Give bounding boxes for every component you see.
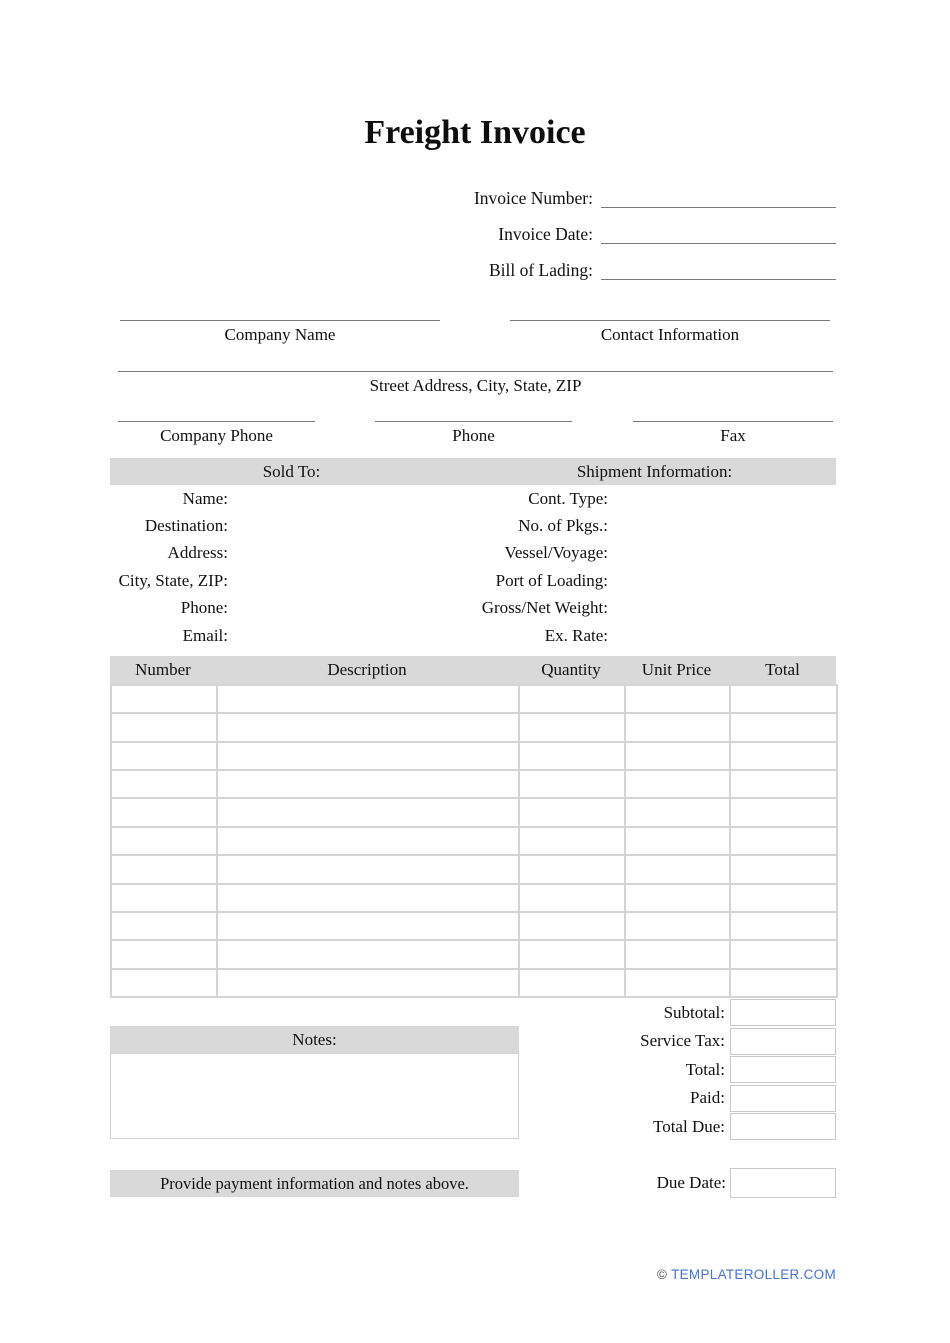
item-cell-description[interactable] (217, 855, 519, 883)
item-cell-unit-price[interactable] (625, 713, 730, 741)
shipment-cont-type-label: Cont. Type: (528, 488, 608, 508)
item-cell-description[interactable] (217, 969, 519, 997)
company-name-caption: Company Name (224, 325, 336, 344)
item-cell-total[interactable] (730, 912, 837, 940)
item-cell-quantity[interactable] (519, 969, 625, 997)
shipment-no-of-pkgs-label: No. of Pkgs.: (518, 516, 608, 536)
item-cell-total[interactable] (730, 855, 837, 883)
item-cell-unit-price[interactable] (625, 855, 730, 883)
item-cell-total[interactable] (730, 940, 837, 968)
item-cell-unit-price[interactable] (625, 912, 730, 940)
shipment-gross-net-weight-field[interactable] (608, 595, 836, 622)
page-title: Freight Invoice (364, 114, 586, 151)
item-row (111, 713, 837, 741)
shipment-ex-rate-label: Ex. Rate: (544, 625, 608, 645)
sold-to-destination-field[interactable] (228, 512, 473, 539)
due-date-label: Due Date: (656, 1173, 726, 1192)
item-cell-quantity[interactable] (519, 770, 625, 798)
item-cell-number[interactable] (111, 940, 217, 968)
column-header-unit-price: Unit Price (641, 660, 712, 679)
shipment-info-column (473, 485, 836, 649)
service-tax-label: Service Tax: (640, 1031, 725, 1050)
item-cell-total[interactable] (730, 770, 837, 798)
sold-to-name-field[interactable] (228, 485, 473, 512)
fax-field[interactable] (633, 421, 833, 422)
items-table-body (111, 685, 837, 997)
item-cell-unit-price[interactable] (625, 770, 730, 798)
shipment-vessel-voyage-row (473, 540, 836, 567)
street-address-field-group (118, 371, 833, 396)
invoice-meta-block (474, 181, 836, 289)
notes-header: Notes: (292, 1029, 337, 1049)
company-header-block (110, 312, 836, 458)
company-phone-field-group (118, 421, 315, 446)
item-cell-number[interactable] (111, 827, 217, 855)
sold-to-name-label: Name: (182, 488, 228, 508)
shipment-information-header: Shipment Information: (576, 461, 733, 481)
item-cell-number[interactable] (111, 798, 217, 826)
item-row (111, 827, 837, 855)
column-header-total: Total (765, 660, 800, 679)
copyright-symbol: © (656, 1267, 668, 1282)
subtotal-label: Subtotal: (663, 1002, 725, 1022)
item-cell-unit-price[interactable] (625, 940, 730, 968)
bill-of-lading-label: Bill of Lading: (488, 260, 593, 280)
total-label: Total: (685, 1059, 725, 1079)
column-header-description: Description (327, 660, 407, 679)
company-phone-caption: Company Phone (160, 426, 273, 445)
sold-to-header: Sold To: (262, 461, 321, 481)
item-cell-quantity[interactable] (519, 742, 625, 770)
item-cell-quantity[interactable] (519, 855, 625, 883)
shipment-cont-type-field[interactable] (608, 485, 836, 512)
invoice-number-row (474, 181, 836, 217)
item-cell-description[interactable] (217, 770, 519, 798)
fax-field-group (633, 421, 833, 446)
contact-information-field[interactable] (510, 320, 830, 321)
item-cell-description[interactable] (217, 742, 519, 770)
shipment-port-of-loading-row (473, 567, 836, 594)
sold-to-city-state-zip-label: City, State, ZIP: (118, 570, 228, 590)
phone-field-group (375, 421, 572, 446)
invoice-date-field[interactable] (601, 224, 836, 244)
item-cell-quantity[interactable] (519, 912, 625, 940)
invoice-number-label: Invoice Number: (473, 188, 593, 208)
bill-of-lading-row (474, 253, 836, 289)
item-cell-quantity[interactable] (519, 713, 625, 741)
sold-to-name-row (110, 485, 473, 512)
item-cell-description[interactable] (217, 798, 519, 826)
item-cell-unit-price[interactable] (625, 685, 730, 713)
item-cell-description[interactable] (217, 912, 519, 940)
notes-header-bar (110, 1026, 519, 1053)
shipment-port-of-loading-label: Port of Loading: (495, 570, 608, 590)
column-header-quantity: Quantity (541, 660, 601, 679)
shipment-gross-net-weight-label: Gross/Net Weight: (481, 598, 608, 618)
items-table-header (110, 656, 836, 684)
total-due-field[interactable] (730, 1113, 836, 1140)
item-cell-quantity[interactable] (519, 884, 625, 912)
column-header-number: Number (135, 660, 191, 679)
sold-to-email-row (110, 622, 473, 649)
bill-of-lading-field[interactable] (601, 260, 836, 280)
notes-field[interactable] (110, 1053, 519, 1139)
shipment-vessel-voyage-field[interactable] (608, 540, 836, 567)
paid-field[interactable] (730, 1085, 836, 1112)
item-row (111, 912, 837, 940)
sold-to-address-row (110, 540, 473, 567)
total-due-label: Total Due: (653, 1116, 725, 1136)
sold-to-column (110, 485, 473, 649)
footer (110, 1267, 836, 1282)
item-row (111, 969, 837, 997)
item-cell-number[interactable] (111, 912, 217, 940)
shipment-port-of-loading-field[interactable] (608, 567, 836, 594)
notes-section (110, 1026, 519, 1139)
item-cell-description[interactable] (217, 685, 519, 713)
item-row (111, 855, 837, 883)
item-row (111, 770, 837, 798)
item-cell-unit-price[interactable] (625, 742, 730, 770)
item-cell-unit-price[interactable] (625, 798, 730, 826)
item-row (111, 685, 837, 713)
items-table (110, 684, 838, 998)
subtotal-row (110, 999, 836, 1026)
company-phone-field[interactable] (118, 421, 315, 422)
contact-information-field-group (510, 320, 830, 345)
shipment-no-of-pkgs-row (473, 512, 836, 539)
company-name-field[interactable] (120, 320, 440, 321)
shipment-cont-type-row (473, 485, 836, 512)
item-cell-description[interactable] (217, 940, 519, 968)
service-tax-field[interactable] (730, 1028, 836, 1055)
shipment-ex-rate-field[interactable] (608, 622, 836, 649)
shipment-vessel-voyage-label: Vessel/Voyage: (504, 543, 608, 563)
item-cell-number[interactable] (111, 770, 217, 798)
item-cell-quantity[interactable] (519, 685, 625, 713)
subtotal-field[interactable] (730, 999, 836, 1026)
sold-to-address-label: Address: (167, 543, 228, 563)
sold-to-email-label: Email: (182, 625, 228, 645)
invoice-date-label: Invoice Date: (498, 224, 593, 244)
item-cell-total[interactable] (730, 798, 837, 826)
sold-to-shipment-section (110, 458, 836, 649)
fax-caption: Fax (720, 426, 746, 445)
item-row (111, 742, 837, 770)
sold-to-phone-label: Phone: (180, 598, 228, 618)
item-cell-unit-price[interactable] (625, 969, 730, 997)
item-cell-total[interactable] (730, 884, 837, 912)
sold-to-address-field[interactable] (228, 540, 473, 567)
phone-caption: Phone (452, 426, 495, 445)
phone-field[interactable] (375, 421, 572, 422)
item-cell-description[interactable] (217, 713, 519, 741)
item-cell-number[interactable] (111, 884, 217, 912)
item-row (111, 798, 837, 826)
total-field[interactable] (730, 1056, 836, 1083)
sold-to-city-state-zip-field[interactable] (228, 567, 473, 594)
item-cell-quantity[interactable] (519, 798, 625, 826)
item-cell-description[interactable] (217, 827, 519, 855)
street-address-field[interactable] (118, 371, 833, 372)
item-cell-unit-price[interactable] (625, 827, 730, 855)
item-cell-total[interactable] (730, 827, 837, 855)
templateroller-link[interactable]: TEMPLATEROLLER.COM (671, 1267, 836, 1282)
item-cell-unit-price[interactable] (625, 884, 730, 912)
sold-to-shipment-rows (110, 485, 836, 649)
contact-information-caption: Contact Information (600, 325, 740, 344)
item-cell-total[interactable] (730, 685, 837, 713)
item-cell-number[interactable] (111, 969, 217, 997)
item-row (111, 884, 837, 912)
item-cell-description[interactable] (217, 884, 519, 912)
due-date-row (110, 1168, 836, 1198)
item-row (111, 940, 837, 968)
company-name-field-group (120, 320, 440, 345)
street-address-caption: Street Address, City, State, ZIP (369, 376, 582, 395)
item-cell-quantity[interactable] (519, 827, 625, 855)
payment-note-text: Provide payment information and notes above. (160, 1173, 469, 1193)
due-date-field[interactable] (730, 1168, 836, 1198)
sold-to-phone-row (110, 595, 473, 622)
sold-to-city-state-zip-row (110, 567, 473, 594)
shipment-no-of-pkgs-field[interactable] (608, 512, 836, 539)
invoice-date-row (474, 217, 836, 253)
sold-to-destination-label: Destination: (144, 516, 228, 536)
item-cell-total[interactable] (730, 742, 837, 770)
item-cell-number[interactable] (111, 855, 217, 883)
sold-to-shipment-header-bar (110, 458, 836, 485)
item-cell-number[interactable] (111, 742, 217, 770)
paid-label: Paid: (690, 1088, 725, 1107)
invoice-number-field[interactable] (601, 188, 836, 208)
item-cell-quantity[interactable] (519, 940, 625, 968)
sold-to-phone-field[interactable] (228, 595, 473, 622)
sold-to-email-field[interactable] (228, 622, 473, 649)
item-cell-number[interactable] (111, 713, 217, 741)
item-cell-number[interactable] (111, 685, 217, 713)
shipment-gross-net-weight-row (473, 595, 836, 622)
item-cell-total[interactable] (730, 969, 837, 997)
sold-to-destination-row (110, 512, 473, 539)
shipment-ex-rate-row (473, 622, 836, 649)
items-section (110, 656, 836, 998)
item-cell-total[interactable] (730, 713, 837, 741)
